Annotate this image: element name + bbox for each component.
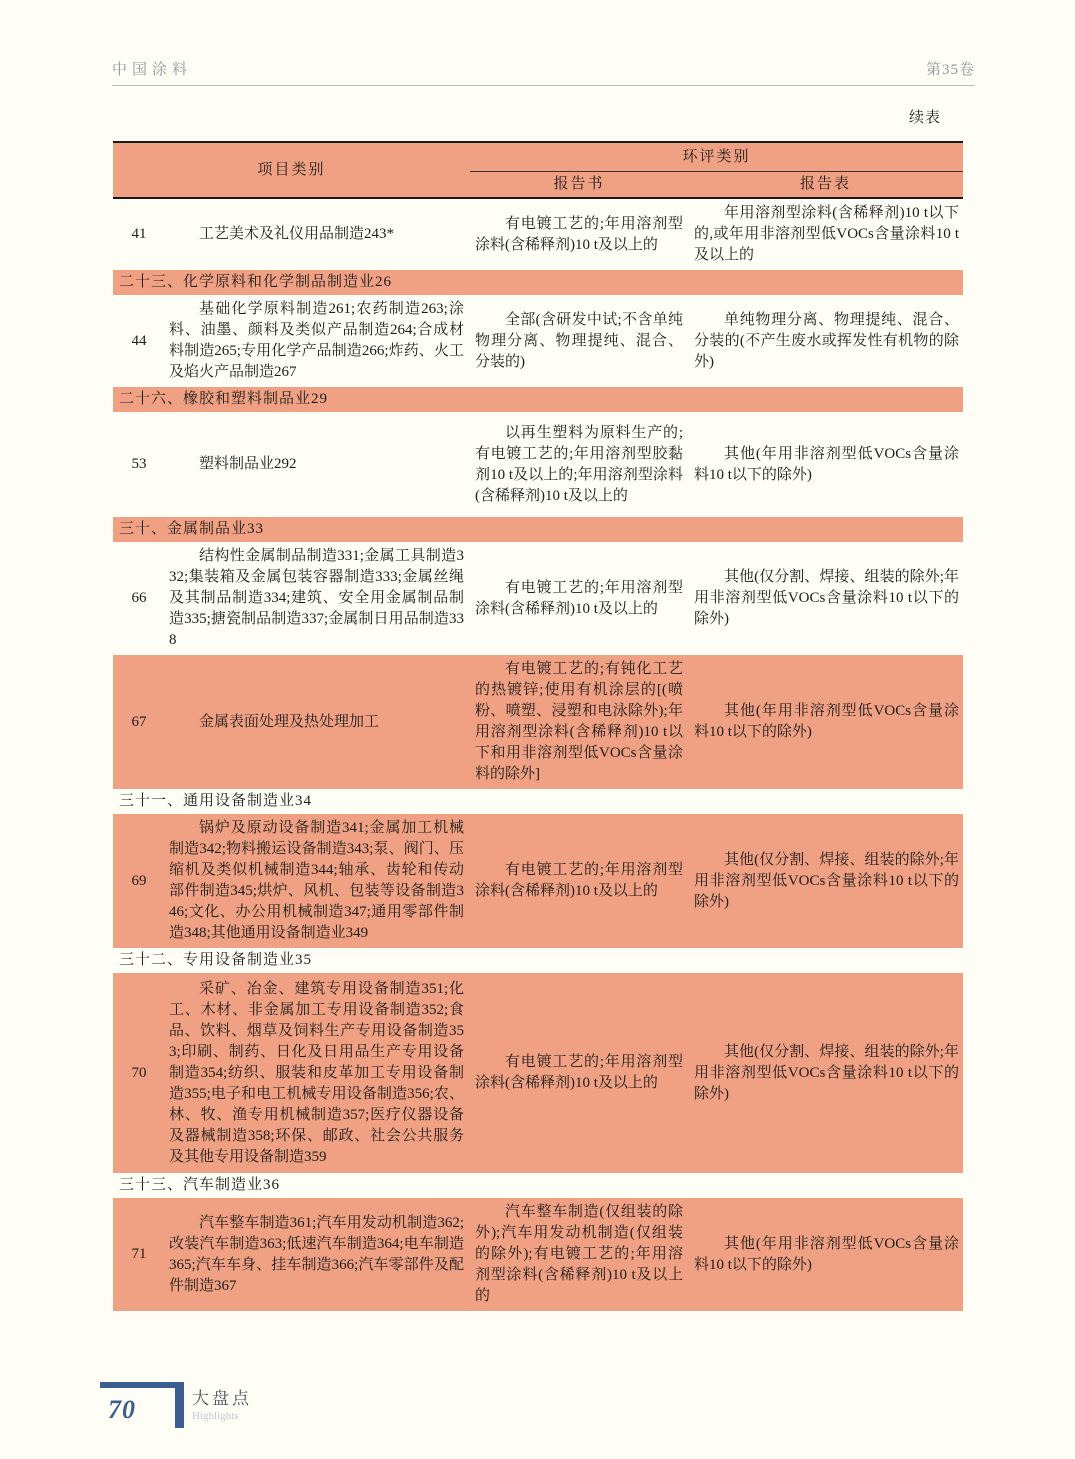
header-report-book: 报告书 (553, 176, 605, 192)
row-category: 结构性金属制品制造331;金属工具制造332;集装箱及金属包装容器制造333;金属丝绳及其制品制造334;建筑、安全用金属制品制造335;搪瓷制品制造337;金属制日用品制造338 (169, 548, 464, 648)
row-report-book: 汽车整车制造(仅组装的除外);汽车用发动机制造(仅组装的除外);有电镀工艺的;年用溶剂型涂料(含稀释剂)10 t及以上的 (475, 1204, 683, 1304)
table-row-44 (113, 295, 963, 387)
row-category: 塑料制品业292 (199, 456, 297, 472)
row-number: 41 (131, 226, 147, 242)
header-eia-category: 环评类别 (470, 143, 963, 172)
table-row-66 (113, 542, 963, 655)
section-row-automobile: 三十三、汽车制造业36 (119, 1177, 281, 1193)
row-report-book: 有电镀工艺的;年用溶剂型涂料(含稀释剂)10 t及以上的 (475, 1054, 683, 1091)
row-report-form: 单纯物理分离、物理提纯、混合、分装的(不产生废水或挥发性有机物的除外) (694, 311, 959, 370)
row-number: 44 (131, 332, 147, 349)
section-row-general-equipment: 三十一、通用设备制造业34 (119, 793, 313, 809)
row-report-book: 有电镀工艺的;年用溶剂型涂料(含稀释剂)10 t及以上的 (475, 215, 683, 253)
row-category: 采矿、冶金、建筑专用设备制造351;化工、木材、非金属加工专用设备制造352;食品、饮料、烟草及饲料生产专用设备制造353;印刷、制药、日化及日用品生产专用设备制造354;纺织、服装和皮革加工专用设备制造355;电子和电工机械专用设备制造356;农、林、牧、渔专用机械制造357;医疗仪器设备及器械制造358;环保、邮政、社会公共服务及其他专用设备制造359 (169, 980, 464, 1165)
footer-section-cn: 大盘点 (192, 1389, 252, 1408)
table-row-70 (113, 973, 963, 1173)
table-row-41 (113, 199, 963, 270)
table-row-53 (113, 412, 963, 517)
table-row-69 (113, 814, 963, 948)
section-row-special-equipment: 三十二、专用设备制造业35 (119, 952, 313, 968)
row-number: 67 (131, 713, 147, 730)
footer-section-en: Highlights (192, 1410, 239, 1422)
journal-title: 中国涂料 (112, 62, 193, 78)
row-number: 66 (131, 590, 147, 606)
page-number-bracket (100, 1382, 184, 1432)
running-head (112, 50, 975, 86)
section-row-metal-products: 三十、金属制品业33 (113, 517, 963, 542)
row-number: 70 (131, 1064, 147, 1081)
row-category: 基础化学原料制造261;农药制造263;涂料、油墨、颜料及类似产品制造264;合成材料制造265;专用化学产品制造266;炸药、火工及焰火产品制造267 (169, 301, 464, 380)
row-report-book: 有电镀工艺的;年用溶剂型涂料(含稀释剂)10 t及以上的 (475, 862, 683, 899)
row-category: 锅炉及原动设备制造341;金属加工机械制造342;物料搬运设备制造343;泵、阀门、压缩机及类似机械制造344;轴承、齿轮和传动部件制造345;烘炉、风机、包装等设备制造346;文化、办公用机械制造347;通用零部件制造348;其他通用设备制造业349 (169, 820, 464, 941)
row-category: 金属表面处理及热处理加工 (199, 713, 380, 730)
page-footer (100, 1382, 252, 1432)
row-category: 工艺美术及礼仪用品制造243* (199, 226, 395, 242)
row-report-book: 全部(含研发中试;不含单纯物理分离、物理提纯、混合、分装的) (475, 311, 683, 370)
row-report-book: 有电镀工艺的;年用溶剂型涂料(含稀释剂)10 t及以上的 (475, 579, 683, 617)
page-number: 70 (108, 1395, 136, 1424)
eia-category-table (113, 141, 963, 1311)
table-header (113, 143, 963, 199)
section-row-chemical: 二十三、化学原料和化学制品制造业26 (113, 270, 963, 295)
row-number: 71 (131, 1246, 147, 1262)
row-number: 69 (131, 872, 147, 889)
row-report-form: 其他(仅分割、焊接、组装的除外;年用非溶剂型低VOCs含量涂料10 t以下的除外) (694, 569, 959, 627)
row-report-book: 以再生塑料为原料生产的;有电镀工艺的;年用溶剂型胶黏剂10 t及以上的;年用溶剂型涂料(含稀释剂)10 t及以上的 (475, 424, 683, 504)
header-subrow (470, 172, 963, 197)
footer-section-title (192, 1382, 252, 1422)
header-eia-group (470, 143, 963, 197)
row-report-book: 有电镀工艺的;有钝化工艺的热镀锌;使用有机涂层的[(喷粉、喷塑、浸塑和电泳除外);年用溶剂型涂料(含稀释剂)10 t以下和用非溶剂型低VOCs含量涂料的除外] (475, 661, 683, 782)
row-report-form: 其他(仅分割、焊接、组装的除外;年用非溶剂型低VOCs含量涂料10 t以下的除外) (694, 1043, 959, 1102)
row-report-form: 其他(仅分割、焊接、组装的除外;年用非溶剂型低VOCs含量涂料10 t以下的除外) (694, 851, 959, 910)
header-report-form: 报告表 (799, 176, 851, 192)
row-report-form: 其他(年用非溶剂型低VOCs含量涂料10 t以下的除外) (694, 1235, 959, 1273)
footer-bracket-bar (175, 1388, 184, 1428)
row-report-form: 其他(年用非溶剂型低VOCs含量涂料10 t以下的除外) (694, 445, 959, 483)
row-report-form: 其他(年用非溶剂型低VOCs含量涂料10 t以下的除外) (694, 703, 959, 740)
table-row-67 (113, 655, 963, 789)
continued-table-label: 续表 (908, 110, 941, 126)
header-project-category: 项目类别 (257, 161, 326, 178)
row-report-form: 年用溶剂型涂料(含稀释剂)10 t以下的,或年用非溶剂型低VOCs含量涂料10 t及以上的 (694, 205, 959, 263)
volume-label: 第35卷 (925, 62, 975, 78)
row-number: 53 (131, 456, 147, 472)
table-row-71 (113, 1198, 963, 1311)
row-category: 汽车整车制造361;汽车用发动机制造362;改装汽车制造363;低速汽车制造364;电车制造365;汽车车身、挂车制造366;汽车零部件及配件制造367 (169, 1214, 464, 1294)
section-row-rubber-plastic: 二十六、橡胶和塑料制品业29 (113, 387, 963, 412)
